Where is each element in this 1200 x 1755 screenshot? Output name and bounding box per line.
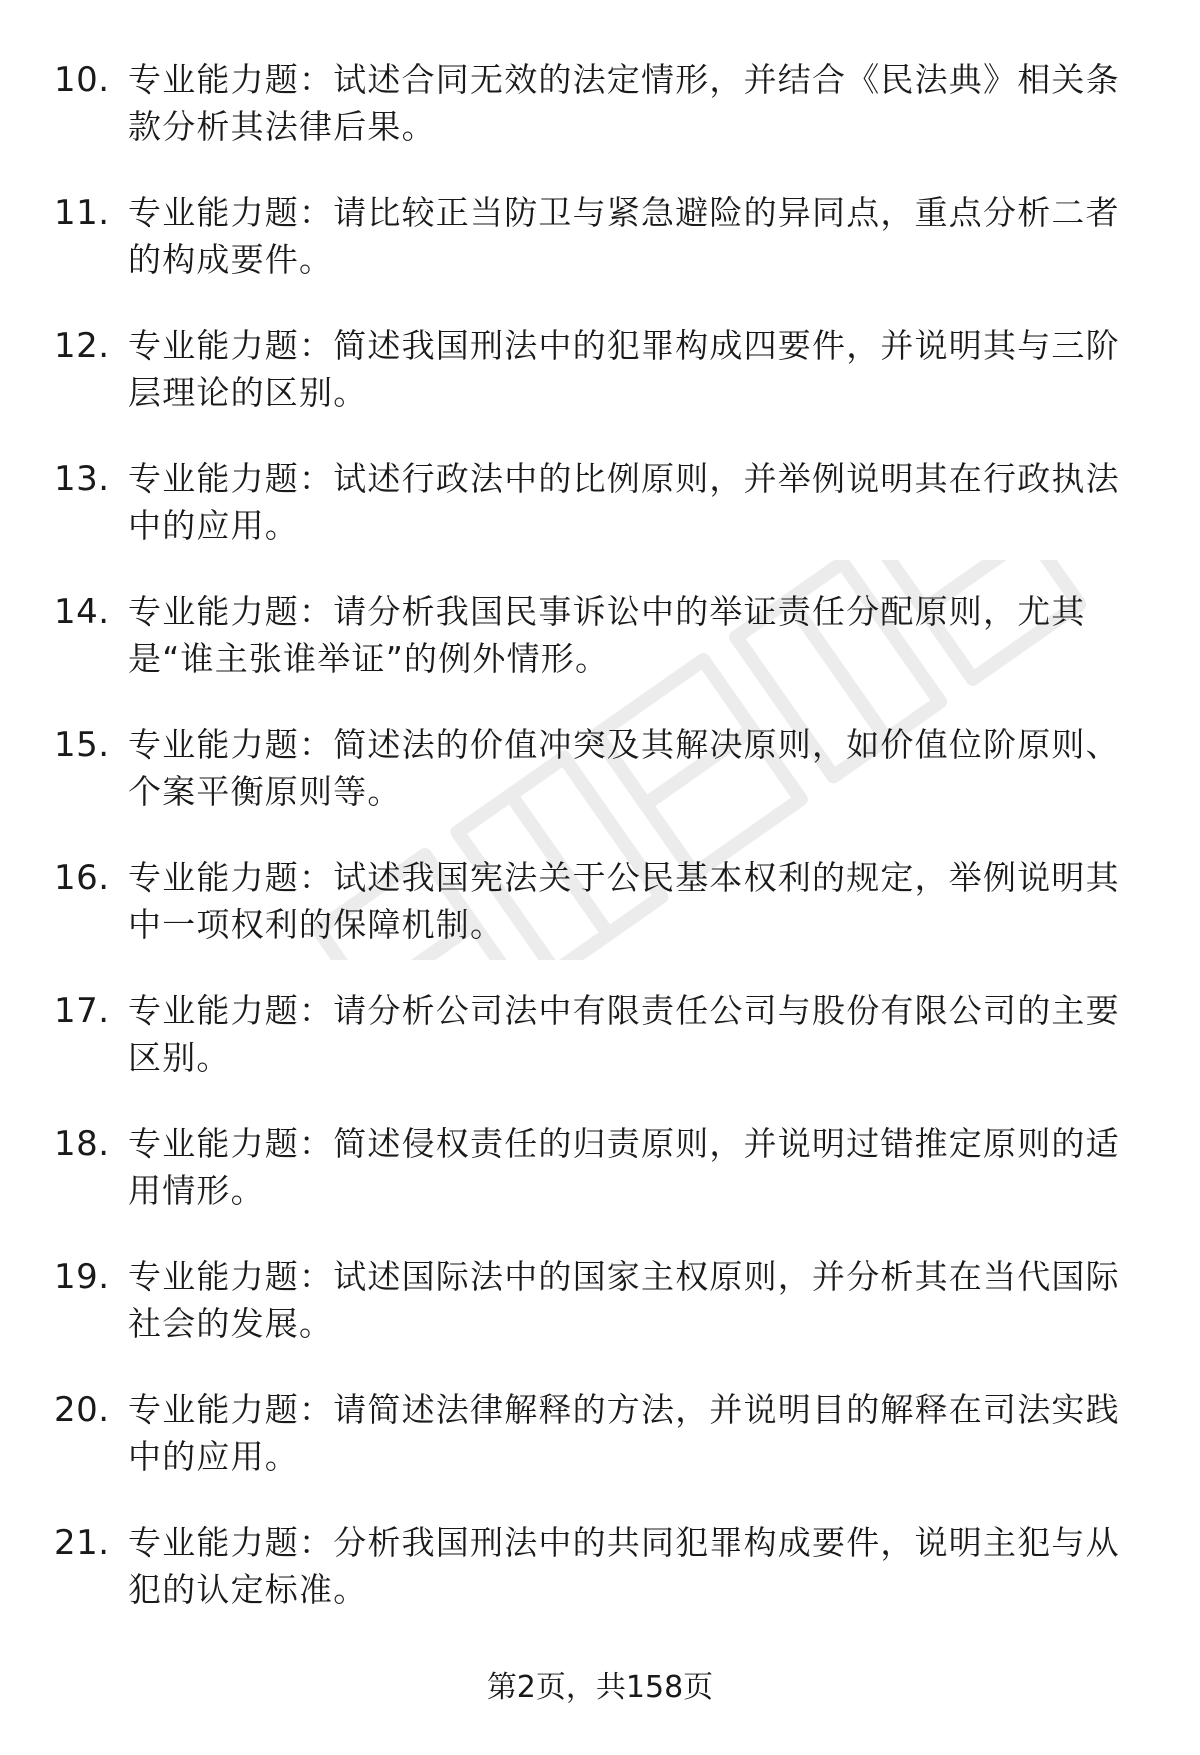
question-number: 19.: [54, 1257, 110, 1297]
list-item: [0, 1519, 1200, 1652]
question-text: 专业能力题：简述法的价值冲突及其解决原则，如价值位阶原则、个案平衡原则等。: [128, 725, 1120, 811]
question-text: 专业能力题：试述我国宪法关于公民基本权利的规定，举例说明其中一项权利的保障机制。: [128, 858, 1120, 944]
page-number-footer: 第2页，共158页: [486, 1670, 714, 1705]
question-text: 专业能力题：试述合同无效的法定情形，并结合《民法典》相关条款分析其法律后果。: [128, 60, 1120, 146]
question-number: 17.: [54, 991, 110, 1031]
question-text: 专业能力题：请比较正当防卫与紧急避险的异同点，重点分析二者的构成要件。: [128, 193, 1120, 279]
question-text: 专业能力题：请分析公司法中有限责任公司与股份有限公司的主要区别。: [128, 991, 1120, 1077]
list-item: [0, 987, 1200, 1120]
list-item: [0, 1386, 1200, 1519]
list-item: [0, 189, 1200, 322]
question-text: 专业能力题：分析我国刑法中的共同犯罪构成要件，说明主犯与从犯的认定标准。: [128, 1523, 1120, 1609]
question-number: 21.: [54, 1523, 110, 1563]
question-number: 12.: [54, 326, 110, 366]
list-item: [0, 1253, 1200, 1386]
question-number: 20.: [54, 1390, 110, 1430]
question-number: 14.: [54, 592, 110, 632]
list-item: [0, 854, 1200, 987]
question-text: 专业能力题：简述我国刑法中的犯罪构成四要件，并说明其与三阶层理论的区别。: [128, 326, 1120, 412]
list-item: [0, 1120, 1200, 1253]
question-number: 10.: [54, 60, 110, 100]
list-item: [0, 588, 1200, 721]
question-text: 专业能力题：试述国际法中的国家主权原则，并分析其在当代国际社会的发展。: [128, 1257, 1120, 1343]
question-text: 专业能力题：请简述法律解释的方法，并说明目的解释在司法实践中的应用。: [128, 1390, 1120, 1476]
question-number: 11.: [54, 193, 110, 233]
question-text: 专业能力题：请分析我国民事诉讼中的举证责任分配原则，尤其是“谁主张谁举证”的例外情形。: [128, 592, 1086, 678]
list-item: [0, 322, 1200, 455]
question-text: 专业能力题：试述行政法中的比例原则，并举例说明其在行政执法中的应用。: [128, 459, 1120, 545]
list-item: [0, 56, 1200, 189]
question-list: [0, 56, 1200, 1652]
question-number: 15.: [54, 725, 110, 765]
question-text: 专业能力题：简述侵权责任的归责原则，并说明过错推定原则的适用情形。: [128, 1124, 1120, 1210]
question-number: 16.: [54, 858, 110, 898]
question-number: 13.: [54, 459, 110, 499]
list-item: [0, 455, 1200, 588]
question-number: 18.: [54, 1124, 110, 1164]
list-item: [0, 721, 1200, 854]
